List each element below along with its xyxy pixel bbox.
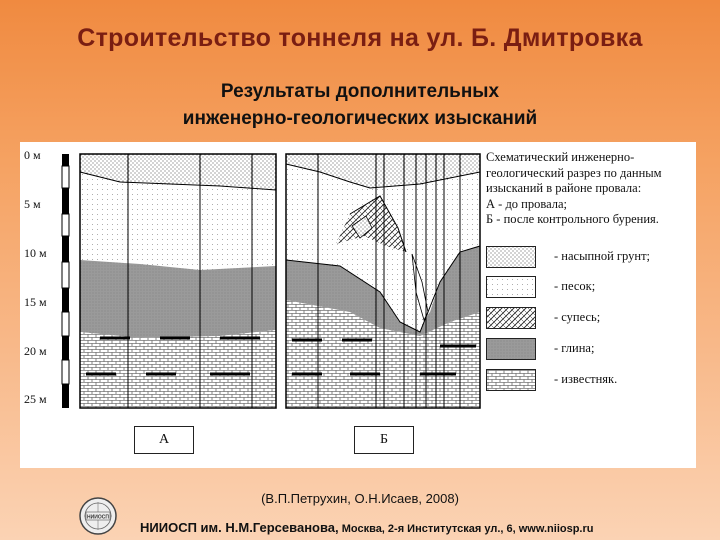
subtitle-line-2: инженерно-геологических изысканий — [182, 108, 538, 129]
niiosp-logo-icon — [78, 496, 118, 536]
citation: (В.П.Петрухин, О.Н.Исаев, 2008) — [261, 491, 459, 506]
legend-label: - известняк. — [554, 372, 618, 386]
depth-label-10: 10 м — [24, 246, 47, 260]
depth-label-25: 25 м — [24, 392, 47, 406]
depth-label-0: 0 м — [24, 148, 41, 162]
section-description — [486, 150, 694, 228]
footer — [140, 519, 593, 537]
slide-title: Строительство тоннеля на ул. Б. Дмитровка — [77, 24, 643, 52]
depth-label-15: 15 м — [24, 295, 47, 309]
slide-subtitle — [0, 78, 720, 132]
legend-swatch-border — [486, 276, 536, 298]
description-line: А - до провала; — [486, 196, 568, 211]
subtitle-line-1: Результаты дополнительных — [220, 81, 500, 102]
footer-address: Москва, 2-я Институтская ул., 6, www.niiosp.ru — [338, 523, 594, 535]
legend-label: - песок; — [554, 279, 596, 293]
description-line: Схематический инженерно- — [486, 150, 635, 164]
section-a-label: А — [134, 426, 194, 454]
description-line: Б - после контрольного бурения. — [486, 212, 659, 226]
legend-label: - глина; — [554, 341, 595, 355]
legend-label: - супесь; — [554, 310, 601, 324]
section-b-drawing — [286, 154, 480, 408]
legend-swatch-border — [486, 246, 536, 268]
description-line: изысканий в районе провала: — [486, 181, 642, 195]
legend-swatch-border — [486, 369, 536, 391]
section-a-drawing — [80, 154, 276, 408]
logo-text: НИИОСП — [87, 514, 109, 521]
description-line: геологический разрез по данным — [486, 165, 662, 180]
depth-label-20: 20 м — [24, 344, 47, 358]
legend-swatch-border — [486, 338, 536, 360]
section-b-label: Б — [354, 426, 414, 454]
legend-swatch-border — [486, 307, 536, 329]
depth-label-5: 5 м — [24, 197, 41, 211]
depth-scale — [62, 154, 69, 408]
footer-organization: НИИОСП им. Н.М.Герсеванова, — [140, 520, 339, 535]
legend-label: - насыпной грунт; — [554, 249, 651, 263]
geological-section-figure — [20, 142, 696, 468]
